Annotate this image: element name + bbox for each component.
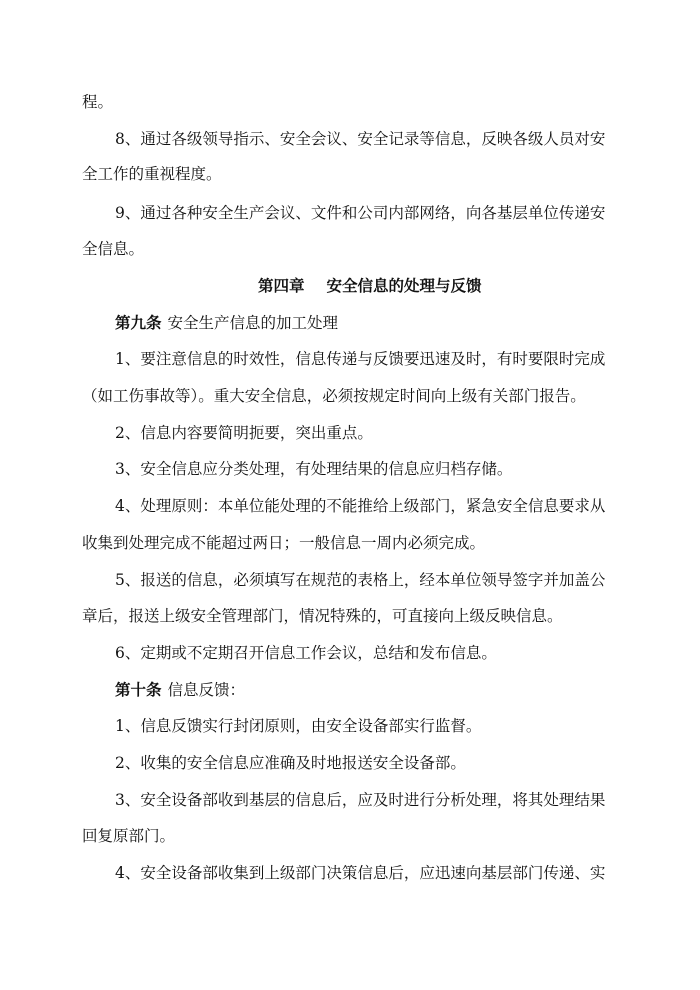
paragraph-line: 1、要注意信息的时效性，信息传递与反馈要迅速及时，有时要限时完成 bbox=[115, 350, 606, 368]
paragraph-line: 6、定期或不定期召开信息工作会议，总结和发布信息。 bbox=[115, 644, 497, 662]
paragraph-line: 1、信息反馈实行封闭原则，由安全设备部实行监督。 bbox=[115, 717, 482, 735]
paragraph-line: （如工伤事故等）。重大安全信息，必须按规定时间向上级有关部门报告。 bbox=[82, 387, 586, 405]
paragraph-line: 4、处理原则：本单位能处理的不能推给上级部门，紧急安全信息要求从 bbox=[115, 497, 606, 515]
article-heading bbox=[115, 678, 245, 702]
paragraph-line: 收集到处理完成不能超过两日；一般信息一周内必须完成。 bbox=[82, 534, 486, 552]
chapter-title: 安全信息的处理与反馈 bbox=[326, 276, 482, 295]
paragraph-line: 章后，报送上级安全管理部门，情况特殊的，可直接向上级反映信息。 bbox=[82, 607, 563, 625]
paragraph-line: 3、安全设备部收到基层的信息后，应及时进行分析处理，将其处理结果 bbox=[115, 791, 606, 809]
article-title: 安全生产信息的加工处理 bbox=[167, 314, 339, 332]
paragraph-line: 全工作的重视程度。 bbox=[82, 165, 222, 183]
paragraph-line: 4、安全设备部收集到上级部门决策信息后，应迅速向基层部门传递、实 bbox=[115, 864, 606, 882]
article-label: 第十条 bbox=[115, 680, 162, 699]
paragraph-line: 2、收集的安全信息应准确及时地报送安全设备部。 bbox=[115, 754, 466, 772]
paragraph-line: 8、通过各级领导指示、安全会议、安全记录等信息，反映各级人员对安 bbox=[115, 130, 606, 148]
paragraph-line: 3、安全信息应分类处理，有处理结果的信息应归档存储。 bbox=[115, 460, 513, 478]
article-heading bbox=[115, 311, 338, 335]
paragraph-line: 全信息。 bbox=[82, 240, 145, 258]
chapter-number: 第四章 bbox=[258, 276, 305, 295]
paragraph-line: 9、通过各种安全生产会议、文件和公司内部网络，向各基层单位传递安 bbox=[115, 204, 606, 222]
paragraph-line: 5、报送的信息，必须填写在规范的表格上，经本单位领导签字并加盖公 bbox=[115, 571, 606, 589]
paragraph-line: 2、信息内容要简明扼要，突出重点。 bbox=[115, 424, 373, 442]
paragraph-line: 程。 bbox=[82, 93, 114, 111]
chapter-heading bbox=[258, 274, 482, 298]
article-title: 信息反馈： bbox=[167, 681, 246, 699]
paragraph-line: 回复原部门。 bbox=[82, 827, 176, 845]
article-label: 第九条 bbox=[115, 313, 162, 332]
